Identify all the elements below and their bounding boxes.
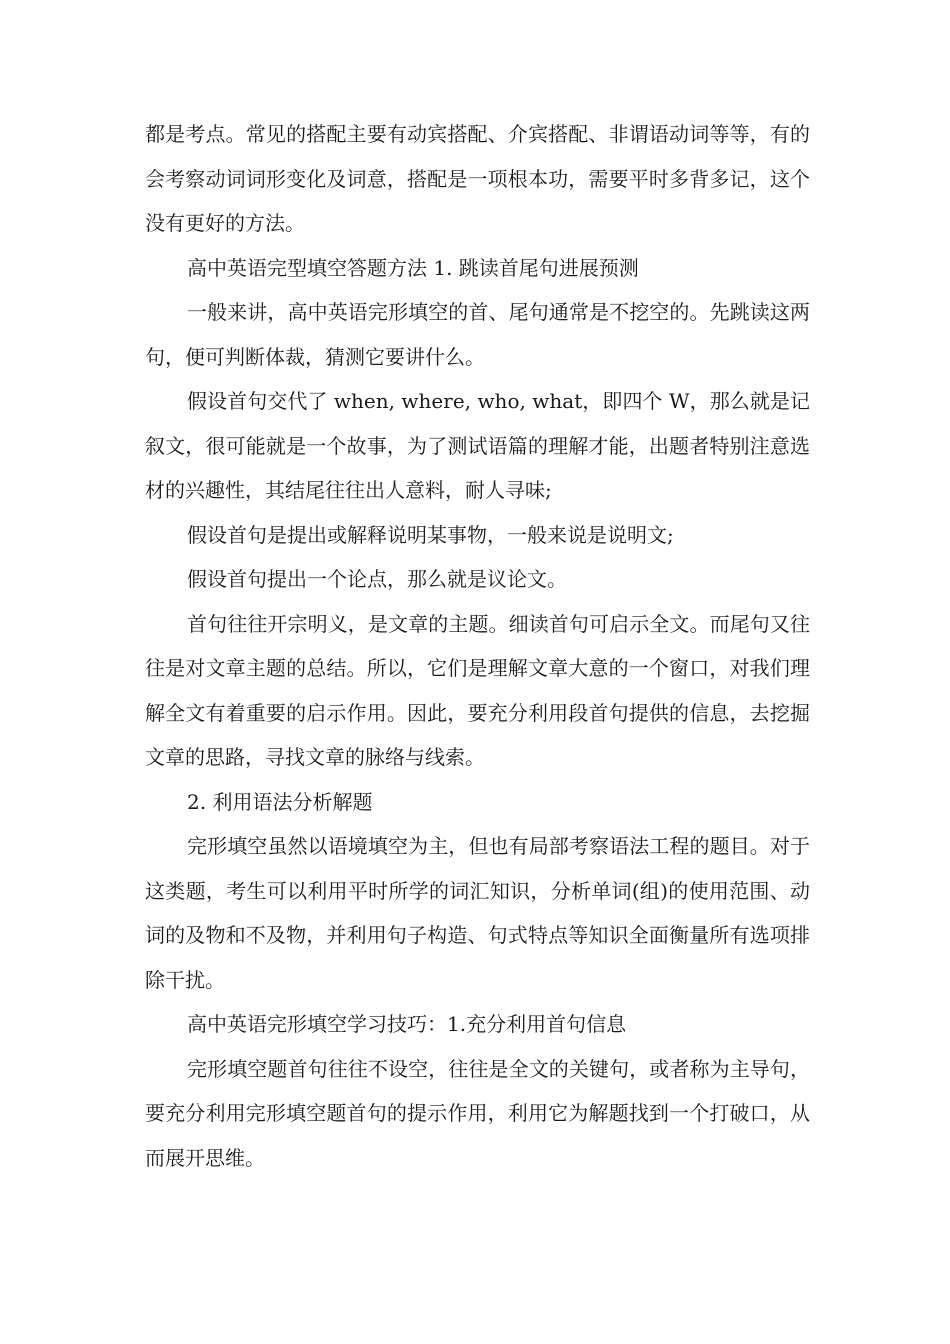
paragraph-6: 假设首句提出一个论点，那么就是议论文。 [187, 567, 567, 591]
paragraph-4: 假设首句交代了 when, where, who, what，即四个 W，那么就是记叙文，很可能就是一个故事，为了测试语篇的理解才能，出题者特别注意选材的兴趣性，其结尾往往出人意料，耐人寻味; [145, 389, 810, 502]
paragraph-8: 2. 利用语法分析解题 [187, 789, 373, 814]
paragraph-5: 假设首句是提出或解释说明某事物，一般来说是说明文; [187, 522, 674, 547]
document-page [145, 112, 810, 1180]
paragraph-9: 完形填空虽然以语境填空为主，但也有局部考察语法工程的题目。对于这类题，考生可以利用平时所学的词汇知识，分析单词(组)的使用范围、动词的及物和不及物，并利用句子构造、句式特点等知识全面衡量所有选项排除干扰。 [145, 834, 810, 992]
paragraph-7: 首句往往开宗明义，是文章的主题。细读首句可启示全文。而尾句又往往是对文章主题的总结。所以，它们是理解文章大意的一个窗口，对我们理解全文有着重要的启示作用。因此，要充分利用段首句提供的信息，去挖掘文章的思路，寻找文章的脉络与线索。 [145, 611, 810, 769]
paragraph-11: 完形填空题首句往往不设空，往往是全文的关键句，或者称为主导句，要充分利用完形填空题首句的提示作用，利用它为解题找到一个打破口，从而展开思维。 [145, 1056, 810, 1170]
paragraph-10: 高中英语完形填空学习技巧：1.充分利用首句信息 [187, 1012, 627, 1036]
paragraph-3: 一般来讲，高中英语完形填空的首、尾句通常是不挖空的。先跳读这两句，便可判断体裁，猜测它要讲什么。 [145, 300, 810, 369]
paragraph-1: 都是考点。常见的搭配主要有动宾搭配、介宾搭配、非谓语动词等等，有的会考察动词词形变化及词意，搭配是一项根本功，需要平时多背多记，这个没有更好的方法。 [145, 122, 810, 235]
paragraph-2: 高中英语完型填空答题方法 1. 跳读首尾句进展预测 [187, 255, 639, 280]
